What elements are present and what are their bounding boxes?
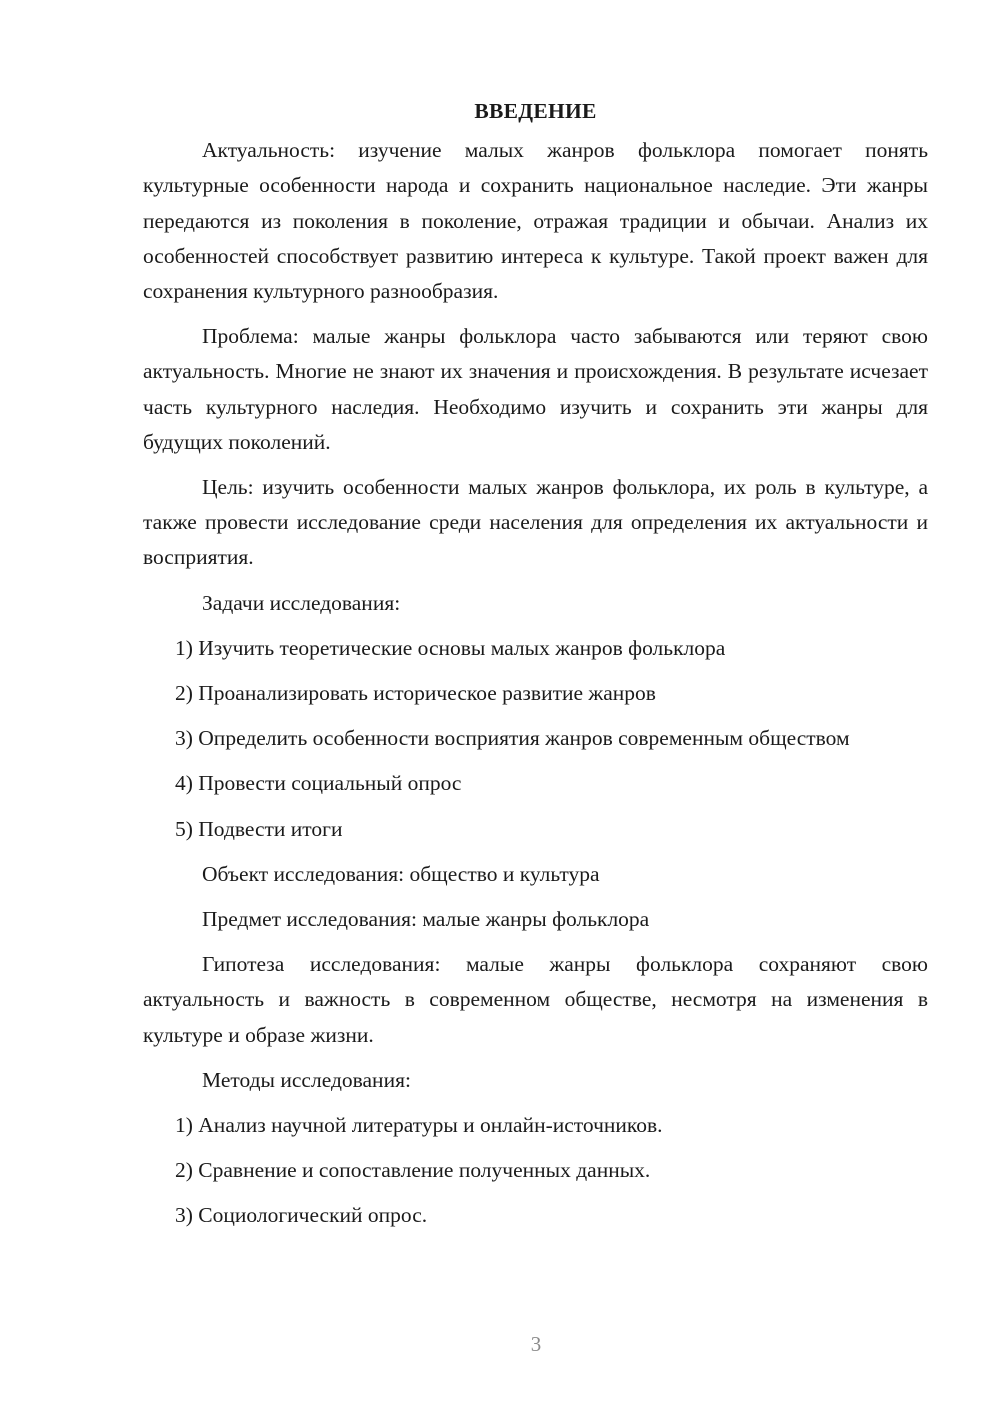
page-number: 3 (530, 1332, 542, 1356)
goal-paragraph: Цель: изучить особенности малых жанров фольклора, их роль в культуре, а также провести исследование среди населения для определения их актуальности и восприятия. (143, 475, 928, 570)
document-title: ВВЕДЕНИЕ (474, 99, 597, 123)
relevance-paragraph: Актуальность: изучение малых жанров фольклора помогает понять культурные особенности народа и сохранить национальное наследие. Эти жанры передаются из поколения в поколение, отражая традиции и обычаи. Анализ их особенностей способствует развитию интереса к культуре. Такой проект важен для сохранения культурного разнообразия. (143, 138, 928, 304)
hypothesis-paragraph: Гипотеза исследования: малые жанры фольклора сохраняют свою актуальность и важность в современном обществе, несмотря на изменения в культуре и образе жизни. (143, 952, 928, 1047)
methods-heading: Методы исследования: (202, 1067, 411, 1092)
document-page (143, 94, 928, 1244)
method-item-1: 1) Анализ научной литературы и онлайн-источников. (175, 1113, 663, 1138)
task-item-3: 3) Определить особенности восприятия жанров современным обществом (175, 726, 850, 751)
research-subject: Предмет исследования: малые жанры фольклора (202, 907, 650, 932)
method-item-3: 3) Социологический опрос. (175, 1203, 428, 1228)
task-item-5: 5) Подвести итоги (175, 816, 343, 841)
method-item-2: 2) Сравнение и сопоставление полученных данных. (175, 1158, 651, 1183)
tasks-heading: Задачи исследования: (202, 590, 401, 615)
research-object: Объект исследования: общество и культура (202, 861, 600, 886)
task-item-2: 2) Проанализировать историческое развитие жанров (175, 681, 656, 706)
task-item-1: 1) Изучить теоретические основы малых жанров фольклора (175, 635, 726, 660)
task-item-4: 4) Провести социальный опрос (175, 771, 462, 796)
problem-paragraph: Проблема: малые жанры фольклора часто забываются или теряют свою актуальность. Многие не знают их значения и происхождения. В результате исчезает часть культурного наследия. Необходимо изучить и сохранить эти жанры для будущих поколений. (143, 324, 928, 454)
